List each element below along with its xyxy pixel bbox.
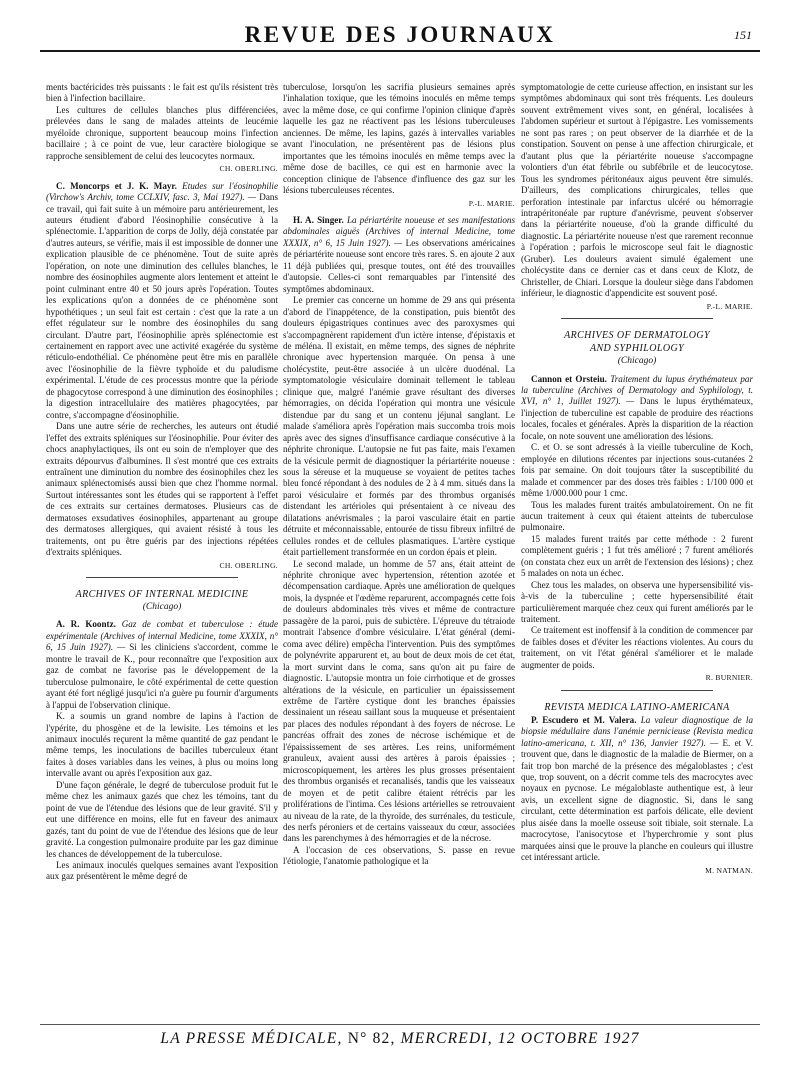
paragraph: D'une façon générale, le degré de tuberculose produit fut le même chez les animaux gazés que chez les témoins, tant du point de vue de l'étendue des lésions que de leur gravité. S'il y eut une différence en moins, elle fut en faveur des animaux gazés, tant du point de vue de l'étendue des lésions que de leur gravité. La congestion pulmonaire produite par les gaz diminue les chances de développement de la tuberculose. <box>46 779 278 859</box>
article-title: Etudes sur l'éosinophilie <box>182 180 278 191</box>
paragraph: Le premier cas concerne un homme de 29 ans qui présenta d'abord de l'inappétence, de la constipation, puis bientôt des douleurs épigastriques continues avec des paroxysmes qui s'accompagnèrent rapidement d'un ictère intense, d'épistaxis et de méléna. Il existait, en même temps, des signes de néphrite chronique avec hypertension marquée. On pensa à une cholécystite, peut-être associée à un ulcère duodénal. La symptomatologie vésiculaire dominait tellement le tableau clinique que, malgré l'anémie grave résultant des diverses hémorragies, on décida l'opération qui montra une vésicule distendue par du sang et un contenu jéjunal sanglant. Le malade s'améliora après l'opération mais succomba trois mois après avec des signes d'insuffisance cardiaque consécutive à la néphrite chronique. L'autopsie ne fut pas faite, mais l'examen de la vésicule permit de diagnostiquer la périartérite noueuse : sous la séreuse et la muqueuse se voyaient de petites taches bleu foncé répondant à des nodules de 2 à 4 mm. situés dans la paroi vésiculaire et formés par des thrombus organisés distendant les artérioles qui présentaient à ce niveau des dilatations anévrismales ; la paroi vasculaire était en partie détruite et méconnaissable, entourée de tissu fibreux infiltré de cellules rondes et de cellules plasmatiques. L'artère cystique était partiellement transformée en un cordon épais et plein. <box>283 295 515 558</box>
footer-journal: LA PRESSE MÉDICALE, <box>160 1030 343 1047</box>
article-authors: H. A. Singer. <box>293 214 344 225</box>
article-title: La périartérite noueuse et ses manifestations abdominales aiguës <box>283 214 515 237</box>
section-heading: AND SYPHILOLOGY <box>589 343 685 355</box>
footer-divider <box>40 1024 760 1025</box>
paragraph: C. et O. se sont adressés à la vieille tuberculine de Koch, employée en dilutions récentes par injections sous-cutanées 2 fois par semaine. On doit toujours tâter la susceptibilité du malade et commencer par des doses très faibles : 1/100 000 et même 1/000.000 pour 1 cmc. <box>521 442 753 499</box>
article-authors: P. Escudero et M. Valera. <box>531 714 637 725</box>
section-subheading: (Chicago) <box>142 602 182 613</box>
article-moncorps-mayr <box>46 181 278 422</box>
paragraph: symptomatologie de cette curieuse affection, en insistant sur les symptômes abdominaux qui sont très fréquents. Les douleurs souvent extrêmement vives sont, en général, localisées à l'abdomen supérieur et surtout à l'épigastre. Les vomissements ne sont pas rares ; on peut observer de la diarrhée et de la constipation. Souvent on pense à une affection chirurgicale, et d'autant plus que la périartérite noueuse s'accompagne volontiers d'un état fébrile ou subfébrile et de leucocytose. Tous les syndromes péritonéaux aigus peuvent être simulés. D'ailleurs, des complications chirurgicales, telles que perforation intestinale par infarctus ulcéré ou hémorragie intrapéritonéale par rupture d'anévrisme, peuvent s'observer dans la périartérite noueuse, d'où la grande difficulté du diagnostic. La périartérite noueuse n'est que rarement reconnue à l'opération ; parfois le microscope seul fait le diagnostic (Gruber). Les douleurs avaient simulé également une cholécystite dans ce dernier cas et dans ceux de Klotz, de Christeller, de Chiari. Lorsque la douleur siège dans l'abdomen inférieur, le diagnostic d'appendicite est souvent posé. <box>521 82 753 299</box>
paragraph: K. a soumis un grand nombre de lapins à l'action de l'ypérite, du phosgène et de la lewisite. Les témoins et les animaux inoculés reçurent la même quantité de gaz pendant le même temps, les inoculations de bacilles tuberculeux étant faites à doses variables dans les veines, à plus ou moins long intervalle avant ou après l'exposition aux gaz. <box>46 711 278 779</box>
running-head <box>40 20 760 52</box>
article-koontz <box>46 619 278 711</box>
section-heading: ARCHIVES OF DERMATOLOGY <box>564 330 710 342</box>
article-reference: (Archives of Dermatology and Syphilology, t. XVI, n° 1, Juillet 1927). — <box>521 384 753 407</box>
signature: CH. OBERLING. <box>219 164 278 174</box>
column-2 <box>283 82 515 1012</box>
column-3 <box>521 82 753 1012</box>
article-reference: (Archives of internal Medicine, tome XXXIX, n° 6, 15 Juin 1927). — <box>46 630 278 653</box>
article-title: La valeur diagnostique de la biopsie médullaire dans l'anémie pernicieuse <box>521 714 753 737</box>
article-reference: (Virchow's Archiv, tome CCLXIV, fasc. 3, Mai 1927). — <box>46 192 256 203</box>
article-authors: C. Moncorps et J. K. Mayr. <box>56 180 177 191</box>
signature: R. BURNIER. <box>705 673 753 683</box>
column-1 <box>46 82 278 1012</box>
signature: M. NATMAN. <box>705 865 753 875</box>
section-divider <box>86 577 238 578</box>
page-number: 151 <box>734 28 752 42</box>
section-subheading: (Chicago) <box>617 356 657 367</box>
paragraph: Dans une autre série de recherches, les auteurs ont étudié l'effet des extraits spléniques sur l'éosinophilie. Pour éviter des chocs anaphylactiques, ils ont eu soin de n'employer que des extraits dépourvus d'albumines. Il s'est montré que ces extraits entraînent une diminution du nombre des éosinophiles chez les animaux splénectomisés aussi bien que chez l'homme normal. Surtout intéressantes sont les études qui se rapportent à l'effet de ces extraits sur certaines dermatoses. Plusieurs cas de dermatoses exsudatives éosinophiles, appartenant au groupe des dermatoses allergiques, qui avaient résisté à tous les traitements, ont pu être guéris par des injections répétées d'extraits spléniques. <box>46 421 278 558</box>
article-authors: A. R. Koontz. <box>56 619 116 630</box>
article-escudero-valera <box>521 715 753 864</box>
page-footer <box>0 1030 800 1048</box>
section-divider <box>561 690 713 691</box>
footer-issue: N° 82, <box>347 1030 396 1047</box>
footer-date: MERCREDI, 12 OCTOBRE 1927 <box>400 1030 640 1047</box>
paragraph: tuberculose, lorsqu'on les sacrifia plusieurs semaines après l'inhalation toxique, que les témoins inoculés en même temps avec la même dose, ce qui confirme l'opinion clinique d'après laquelle les gaz ne réactivent pas les lésions tuberculeuses anciennes. De même, les lapins, gazés à intervalles variables avant l'inoculation, ne présentèrent pas de lésions plus importantes que les témoins inoculés en même temps avec la même dose de bacilles, ce qui est en harmonie avec la conception clinique de l'absence d'influence des gaz sur les lésions tuberculeuses récentes. <box>283 82 515 196</box>
article-text: Dans le lupus érythémateux, l'injection de tuberculine est capable de produire des réactions locales, focales et générales. Après la disparition de la réaction focale, on note souvent une amélioration des lésions. <box>521 396 753 441</box>
paragraph: Les cultures de cellules blanches plus différenciées, prélevées dans le sang de malades atteints de leucémie myéloïde chronique, supportent beaucoup moins l'infection bacillaire ; à ce point de vue, leur caractère biologique se rapproche sensiblement de celui des leucocytes normaux. <box>46 104 278 161</box>
journal-name: REVUE DES JOURNAUX <box>244 22 556 47</box>
article-text: Dans ce travail, qui fait suite à un mémoire paru antérieurement, les auteurs étudient d'abord l'éosinophilie consécutive à la splénectomie. L'apparition de corps de Jolly, déjà constatée par d'autres auteurs, se vérifie, mais il est impossible de donner une explication plausible de ce phénomène. Tout de suite après l'opération, on note une diminution des cellules blanches, le nombre des éosinophiles augmente alors lentement et atteint le point culminant entre 40 et 50 jours après l'opération. Toutes les explications qu'on a données de ce phénomène sont hypothétiques ; un seul fait est certain : c'est que la rate a un effet régulateur sur le nombre des éosinophiles du sang circulant. D'autre part, l'éosinophilie après splénectomie est certainement en rapport avec une activité exagérée du système réticulo-endothélial. Ce phénomène peut être mis en parallèle avec l'éosinophilie de la fièvre typhoïde et du paludisme expérimental. L'étude de ces processus montre que la période de phagocytose correspond à une diminution des éosinophiles ; la digestion intracellulaire des matières phagocytées, par contre, s'accompagne d'éosinophilie. <box>46 192 278 420</box>
article-text: Si les cliniciens s'accordent, comme le montre le travail de K., pour reconnaître que l'exposition aux gaz de combat ne favorise pas le développement de la tuberculose pulmonaire, le côté expérimental de cette question ayant été fort négligé jusqu'ici n'a guère pu fournir d'arguments à l'appui de l'observation clinique. <box>46 642 278 710</box>
paragraph: Chez tous les malades, on observa une hypersensibilité vis-à-vis de la tuberculine ; cette hypersensibilité était particulièrement marquée chez ceux qui furent améliorés par le traitement. <box>521 579 753 625</box>
article-reference: (Revista medica latino-americana, t. XII, n° 136, Janvier 1927). — <box>521 726 753 748</box>
article-title: Traitement du lupus érythémateux par la tuberculine <box>521 373 753 395</box>
article-authors: Cannon et Orsteiu. <box>531 373 607 384</box>
section-heading: REVISTA MEDICA LATINO-AMERICANA <box>544 701 730 713</box>
article-title: Gaz de combat et tuberculose : étude expérimentale <box>46 619 278 641</box>
paragraph: 15 malades furent traités par cette méthode : 2 furent complètement guéris ; 1 fut très amélioré ; 7 furent améliorés (on constata chez eux un arrêt de l'extension des lésions) ; chez 5 malades on nota un échec. <box>521 533 753 579</box>
section-divider <box>561 318 713 319</box>
signature: P.-L. MARIE. <box>468 198 515 208</box>
article-text: E. et V. trouvent que, dans le diagnostic de la maladie de Biermer, on a fait trop bon marché de la présence des mégaloblastes ; c'est que, trop souvent, on a décrit comme tels des macrocytes avec noyaux en pycnose. Le mégaloblaste authentique est, à leur avis, un excellent signe de diagnostic. Si, dans le sang circulant, cette détermination est parfois délicate, elle devient plus aisée dans la moelle osseuse soit tibiale, soit sternale. La macrocytose, l'anisocytose et l'hyperchromie y sont plus marquées ainsi que le prouve la planche en couleurs qui illustre cet intéressant article. <box>521 737 753 863</box>
article-cannon-orsteiu <box>521 374 753 443</box>
paragraph: Les animaux inoculés quelques semaines avant l'exposition aux gaz présentèrent le même degré de <box>46 860 278 882</box>
paragraph: Le second malade, un homme de 57 ans, était atteint de néphrite chronique avec hypertension, rétention azotée et décompensation cardiaque. Après une amélioration de quelques mois, la dyspnée et l'œdème reparurent, accompagnés cette fois de douleurs abdominales très vives et même de contracture passagère de la paroi, puis de subictère. L'épreuve du tétraiode montrait l'absence d'ombre vésiculaire. L'état général (demi-coma avec délire) empêcha l'intervention. Puis des symptômes de polynévrite apparurent et, au bout de deux mois de cet état, la mort survint dans le coma, sans qu'on ait pu faire de diagnostic. L'autopsie montra un foie cirrhotique et de grosses altérations de la vésicule, en particulier un épaississement extrême de l'artère cystique dont les branches épaissies dessinaient un réseau saillant sous la muqueuse et présentaient par places des nodules répondant à des foyers de nécrose. Le pancréas offrait des zones de nécrose ischémique et de l'épaississement de ses artères. Les reins, uniformément granuleux, avaient aussi des artères à parois épaissies ; microscopiquement, les artères les plus grosses présentaient des thrombus organisés et recanalisés, tandis que les vaisseaux de moyen et de petit calibre étaient rétrécis par les proliférations de l'intima. Ces lésions artérielles se retrouvaient au niveau de la rate, de la thyroïde, des surrénales, du testicule, des nerfs péroniers et de certains vaisseaux du cœur, associées dans les parenchymes à des hémorragies et de la nécrose. <box>283 558 515 844</box>
paragraph: Ce traitement est inoffensif à la condition de commencer par de faibles doses et d'éviter les réactions violentes. Au cours du traitement, on vit l'état général s'améliorer et le malade augmenter de poids. <box>521 625 753 670</box>
section-heading: ARCHIVES OF INTERNAL MEDICINE <box>75 589 249 601</box>
article-reference: (Archives of internal Medicine, tome XXXIX, n° 6, 15 Juin 1927). — <box>283 226 515 248</box>
article-singer <box>283 215 515 295</box>
paragraph: A l'occasion de ces observations, S. passe en revue l'étiologie, l'anatomie pathologique et la <box>283 844 515 867</box>
paragraph: ments bactéricides très puissants : le fait est qu'ils résistent très bien à l'infection bacillaire. <box>46 82 278 104</box>
paragraph: Tous les malades furent traités ambulatoirement. On ne fit aucun traitement à ceux qui étaient atteints de tuberculose pulmonaire. <box>521 499 753 533</box>
article-text: Les observations américaines de périartérite noueuse sont encore très rares. S. en ajoute 2 aux 11 déjà publiées qui, presque toutes, ont été des trouvailles d'autopsie. Celles-ci sont remarquables par l'intensité des symptômes abdominaux. <box>283 237 515 294</box>
signature: P.-L. MARIE. <box>706 301 753 311</box>
signature: CH. OBERLING. <box>219 560 278 570</box>
